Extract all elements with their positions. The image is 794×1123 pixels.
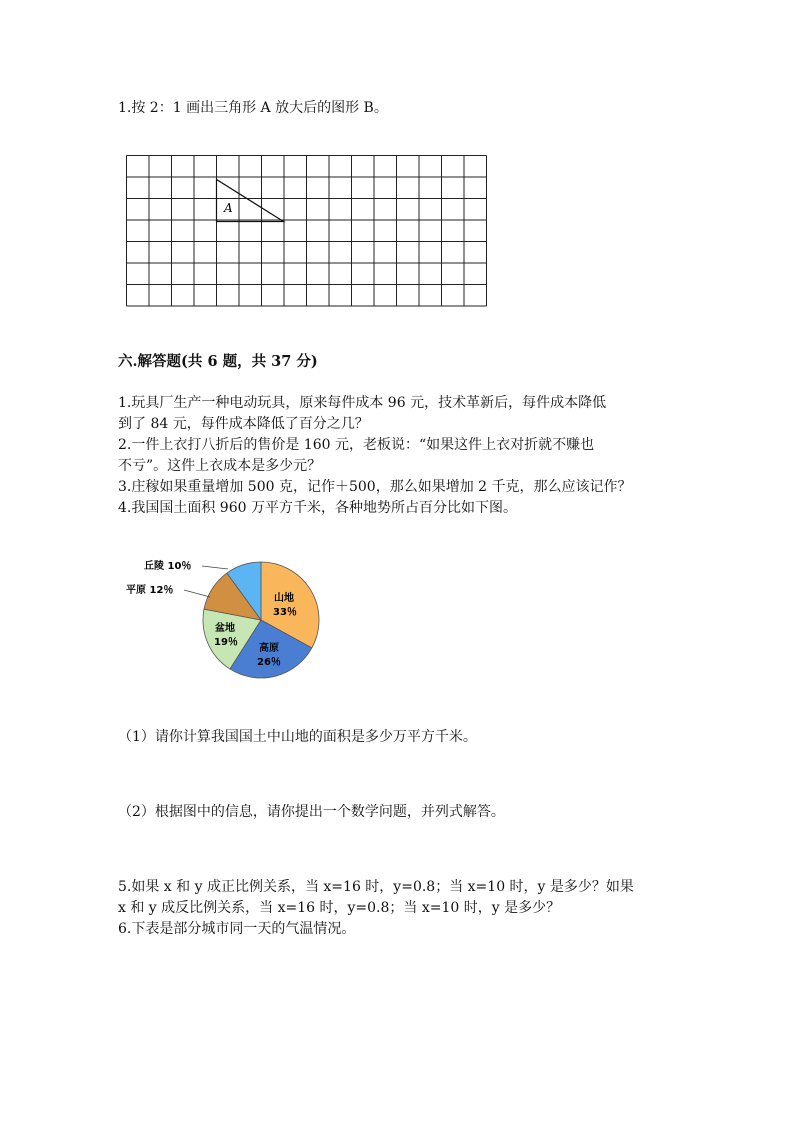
section-6-line-6: 4.我国国土面积 960 万平方千米，各种地势所占百分比如下图。 xyxy=(118,500,517,516)
section-6-line-3: 2.一件上衣打八折后的售价是 160 元，老板说：“如果这件上衣对折就不赚也 xyxy=(118,437,595,453)
question-1-text: 1.按 2：1 画出三角形 A 放大后的图形 B。 xyxy=(118,100,388,116)
leader-line-plain xyxy=(184,590,210,597)
label-basin-name: 盆地 xyxy=(215,623,235,634)
label-basin-pct: 19％ xyxy=(214,637,238,648)
section-6-line-1: 1.玩具厂生产一种电动玩具，原来每件成本 96 元，技术革新后，每件成本降低 xyxy=(118,395,607,411)
question-5-line-1: 5.如果 x 和 y 成正比例关系，当 x=16 时，y=0.8；当 x=10 时，y 是多少？如果 xyxy=(118,879,634,895)
label-mountain-pct: 33％ xyxy=(273,607,297,618)
leader-line-hill xyxy=(202,566,228,569)
label-plateau-name: 高原 xyxy=(259,643,279,654)
triangle-a-label: A xyxy=(224,201,233,215)
section-6-title: 六.解答题(共 6 题，共 37 分) xyxy=(118,353,318,370)
question-6-text: 6.下表是部分城市同一天的气温情况。 xyxy=(118,921,356,937)
label-plain-outside: 平原 12％ xyxy=(126,585,174,596)
section-6-line-4: 不亏”。这件上衣成本是多少元？ xyxy=(118,458,322,474)
sub-question-2: （2）根据图中的信息，请你提出一个数学问题，并列式解答。 xyxy=(118,804,505,820)
section-6-line-2: 到了 84 元，每件成本降低了百分之几？ xyxy=(118,416,369,432)
label-hill-outside: 丘陵 10％ xyxy=(144,561,192,572)
label-mountain-name: 山地 xyxy=(274,593,294,604)
terrain-pie-chart xyxy=(118,555,348,685)
question-5-line-2: x 和 y 成反比例关系，当 x=16 时，y=0.8；当 x=10 时，y 是多少？ xyxy=(118,900,561,916)
section-6-line-5: 3.庄稼如果重量增加 500 克，记作＋500，那么如果增加 2 千克，那么应该记作？ xyxy=(118,479,632,495)
sub-question-1: （1）请你计算我国国土中山地的面积是多少万平方千米。 xyxy=(118,729,477,745)
drawing-grid xyxy=(126,155,490,311)
label-plateau-pct: 26％ xyxy=(257,657,281,668)
